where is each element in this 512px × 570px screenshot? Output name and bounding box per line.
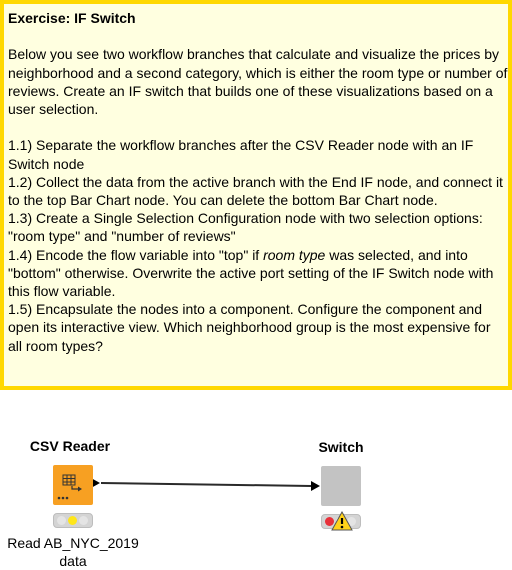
switch-node[interactable] (321, 466, 361, 506)
csv-reader-node[interactable] (53, 465, 93, 505)
csv-reader-title: CSV Reader (29, 438, 111, 454)
annotation-step-1-1: 1.1) Separate the workflow branches after the CSV Reader node with an IF Switch node (8, 137, 478, 172)
annotation-intro: Below you see two workflow branches that calculate and visualize the prices by neighborhood and a second category, which is either the room type or number of reviews. Create an IF switch that builds one of these visualizations based on a user selection. (8, 46, 512, 118)
status-light-yellow (68, 516, 77, 525)
status-light-green (79, 516, 88, 525)
annotation-step-1-3: 1.3) Create a Single Selection Configuration node with two selection options: "room type" and "number of reviews" (8, 210, 487, 245)
switch-title: Switch (318, 439, 364, 455)
annotation-step-1-4: 1.4) Encode the flow variable into "top" if room type was selected, and into "bottom" otherwise. Overwrite the active port setting of the IF Switch node with this flow variable. (8, 246, 498, 300)
status-light-red (57, 516, 66, 525)
warning-icon[interactable] (331, 511, 353, 531)
csv-reader-status (53, 513, 93, 528)
table-arrow-icon (53, 465, 93, 505)
annotation-title: Exercise: IF Switch (8, 10, 136, 26)
annotation-step-1-5: 1.5) Encapsulate the nodes into a component. Configure the component and open its interactive view. Which neighborhood group is the most expensive for all room types? (8, 301, 495, 354)
annotation-step-1-2: 1.2) Collect the data from the active branch with the End IF node, and connect it to the top Bar Chart node. You can delete the bottom Bar Chart node. (8, 173, 507, 209)
csv-reader-label[interactable]: Read AB_NYC_2019 data (7, 535, 139, 569)
